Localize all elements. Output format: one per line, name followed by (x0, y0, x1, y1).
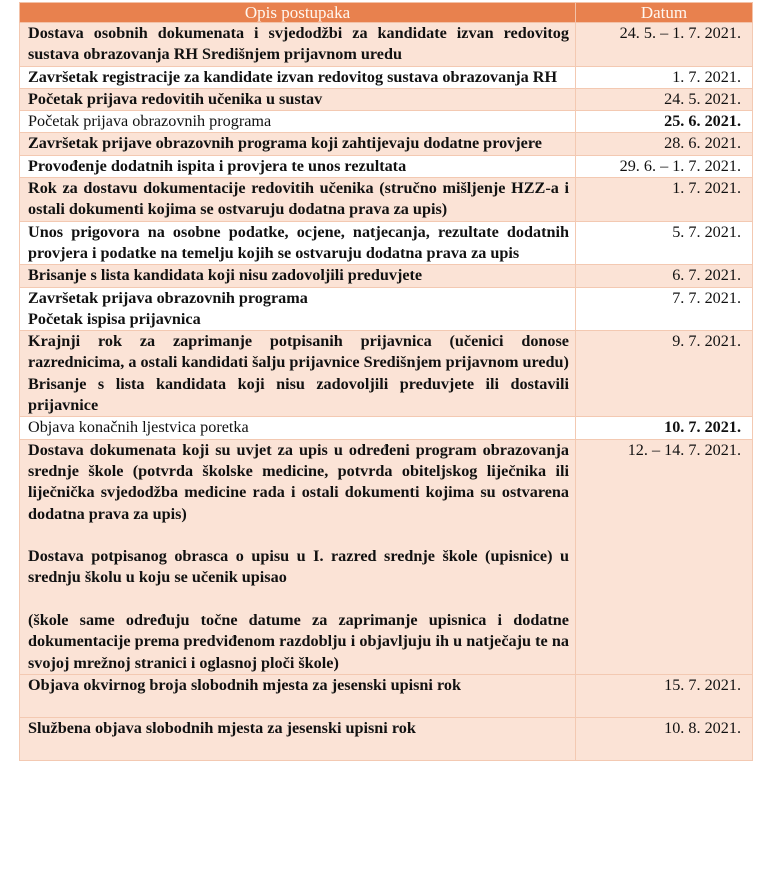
table-row (20, 66, 753, 88)
row-description (20, 88, 576, 110)
row-date: 24. 5. – 1. 7. 2021. (576, 23, 753, 67)
row-description (20, 417, 576, 439)
row-date: 7. 7. 2021. (576, 287, 753, 331)
row-text: Završetak prijave obrazovnih programa koji zahtijevaju dodatne provjere (28, 134, 542, 153)
row-date: 29. 6. – 1. 7. 2021. (576, 155, 753, 177)
table-row (20, 265, 753, 287)
row-description (20, 717, 576, 760)
table-row (20, 133, 753, 155)
paragraph-gap (28, 525, 569, 546)
row-description (20, 221, 576, 265)
row-date: 1. 7. 2021. (576, 178, 753, 222)
row-text: Brisanje s lista kandidata koji nisu zadovoljili preduvjete (28, 266, 423, 285)
row-description (20, 178, 576, 222)
row-description (20, 331, 576, 417)
table-row (20, 717, 753, 760)
row-text: Službena objava slobodnih mjesta za jesenski upisni rok (28, 718, 416, 737)
table-row (20, 88, 753, 110)
table-row (20, 221, 753, 265)
row-text: Početak ispisa prijavnica (28, 309, 201, 328)
table-row (20, 439, 753, 674)
table-row (20, 674, 753, 717)
table-row (20, 111, 753, 133)
table-row (20, 155, 753, 177)
row-description (20, 23, 576, 67)
row-text: Dostava dokumenata koji su uvjet za upis u određeni program obrazovanja srednje škole (potvrda školske medicine, potvrda obiteljskog liječnika ili liječnička svjedodžba medicine rada i ostali dokumenti kojima su ostvarena dodatna prava za upis) (28, 440, 569, 523)
paragraph-gap (28, 589, 569, 610)
row-description (20, 155, 576, 177)
row-text: Objava konačnih ljestvica poretka (28, 418, 249, 437)
row-date: 1. 7. 2021. (576, 66, 753, 88)
table-row (20, 287, 753, 331)
row-text: Rok za dostavu dokumentacije redovitih učenika (stručno mišljenje HZZ-a i ostali dokumenti kojima se ostvaruju dodatna prava za upis) (28, 179, 569, 219)
row-date: 24. 5. 2021. (576, 88, 753, 110)
enrollment-schedule-table (19, 2, 753, 761)
row-description (20, 674, 576, 717)
row-text: (škole same određuju točne datume za zaprimanje upisnica i dodatne dokumentacije prema predviđenom razdoblju i objavljuju ih u natječaju te na svojoj mrežnoj stranici i oglasnoj ploči škole) (28, 611, 569, 672)
row-description (20, 439, 576, 674)
table-header-row (20, 3, 753, 23)
row-text: Početak prijava redovitih učenika u sustav (28, 89, 323, 108)
row-date: 25. 6. 2021. (576, 111, 753, 133)
row-date: 10. 7. 2021. (576, 417, 753, 439)
row-description (20, 133, 576, 155)
row-description (20, 111, 576, 133)
table-row (20, 178, 753, 222)
row-text: Provođenje dodatnih ispita i provjera te unos rezultata (28, 156, 407, 175)
row-date: 10. 8. 2021. (576, 717, 753, 760)
row-text: Završetak prijava obrazovnih programa (28, 288, 308, 307)
row-date: 9. 7. 2021. (576, 331, 753, 417)
table-row (20, 23, 753, 67)
row-description (20, 287, 576, 331)
row-text: Krajnji rok za zaprimanje potpisanih prijavnica (učenici donose razrednicima, a ostali kandidati šalju prijavnice Središnjem prijavnom uredu) (28, 332, 569, 372)
row-text: Dostava osobnih dokumenata i svjedodžbi za kandidate izvan redovitog sustava obrazovanja RH Središnjem prijavnom uredu (28, 24, 569, 64)
row-text: Objava okvirnog broja slobodnih mjesta za jesenski upisni rok (28, 675, 461, 694)
header-description: Opis postupaka (20, 3, 576, 23)
row-date: 6. 7. 2021. (576, 265, 753, 287)
row-description (20, 66, 576, 88)
row-date: 15. 7. 2021. (576, 674, 753, 717)
row-description (20, 265, 576, 287)
row-text: Završetak registracije za kandidate izvan redovitog sustava obrazovanja RH (28, 67, 558, 86)
row-date: 28. 6. 2021. (576, 133, 753, 155)
row-date: 12. – 14. 7. 2021. (576, 439, 753, 674)
table-row (20, 331, 753, 417)
row-text: Početak prijava obrazovnih programa (28, 112, 272, 131)
header-date: Datum (576, 3, 753, 23)
row-date: 5. 7. 2021. (576, 221, 753, 265)
row-text: Brisanje s lista kandidata koji nisu zadovoljili preduvjete ili dostavili prijavnice (28, 374, 569, 415)
schedule-table-container (19, 2, 752, 761)
row-text: Dostava potpisanog obrasca o upisu u I. razred srednje škole (upisnice) u srednju školu u koju se učenik upisao (28, 547, 569, 587)
row-text: Unos prigovora na osobne podatke, ocjene, natjecanja, rezultate dodatnih provjera i podatke na temelju kojih se ostvaruju dodatna prava za upis (28, 222, 569, 262)
table-row (20, 417, 753, 439)
